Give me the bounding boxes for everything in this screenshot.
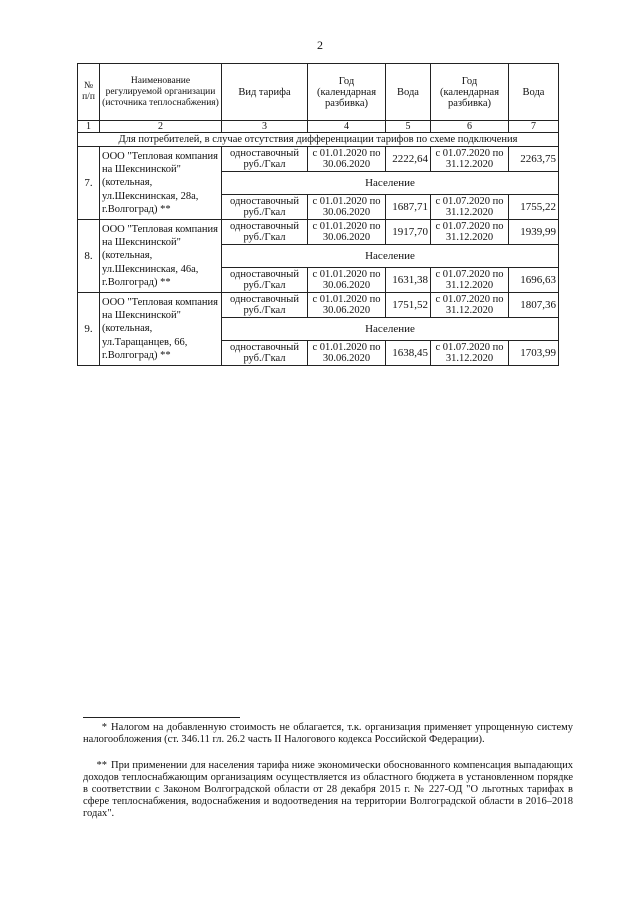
column-number: 3 bbox=[222, 121, 308, 133]
table-row bbox=[78, 293, 559, 318]
water-value-1: 2222,64 bbox=[386, 147, 431, 172]
period-2: с 01.07.2020 по 31.12.2020 bbox=[431, 220, 509, 245]
column-number: 2 bbox=[100, 121, 222, 133]
water-value-1: 1687,71 bbox=[386, 195, 431, 220]
period-2: с 01.07.2020 по 31.12.2020 bbox=[431, 293, 509, 318]
tariff-kind: одноставочный руб./Гкал bbox=[222, 220, 308, 245]
water-value-2: 2263,75 bbox=[509, 147, 559, 172]
organization-name: ООО "Тепловая компания на Шекснинской" (котельная, ул.Таращанцев, 66, г.Волгоград) ** bbox=[100, 293, 222, 366]
column-number: 7 bbox=[509, 121, 559, 133]
column-number: 4 bbox=[308, 121, 386, 133]
period-2: с 01.07.2020 по 31.12.2020 bbox=[431, 147, 509, 172]
table-row bbox=[78, 220, 559, 245]
water-value-1: 1917,70 bbox=[386, 220, 431, 245]
column-number: 5 bbox=[386, 121, 431, 133]
page-number: 2 bbox=[317, 38, 323, 52]
header-year-2: Год (календарная разбивка) bbox=[431, 64, 509, 121]
column-number: 1 bbox=[78, 121, 100, 133]
table-row bbox=[78, 147, 559, 172]
water-value-1: 1631,38 bbox=[386, 268, 431, 293]
column-numbers-row bbox=[78, 121, 559, 133]
period-1: с 01.01.2020 по 30.06.2020 bbox=[308, 268, 386, 293]
header-tariff-kind: Вид тарифа bbox=[222, 64, 308, 121]
population-label: Население bbox=[222, 172, 559, 195]
water-value-2: 1703,99 bbox=[509, 341, 559, 366]
period-2: с 01.07.2020 по 31.12.2020 bbox=[431, 195, 509, 220]
footnote-text: Налогом на добавленную стоимость не облагается, т.к. организация применяет упрощенную систему налогообложения (ст. 346.11 гл. 26.2 часть II Налогового кодекса Российской Федерации). bbox=[83, 722, 573, 745]
organization-name: ООО "Тепловая компания на Шекснинской" (котельная, ул.Шекснинская, 28а, г.Волгоград) ** bbox=[100, 147, 222, 220]
water-value-2: 1755,22 bbox=[509, 195, 559, 220]
tariff-table bbox=[77, 63, 559, 366]
footnote-divider bbox=[83, 717, 240, 718]
header-water-2: Вода bbox=[509, 64, 559, 121]
footnote-mark: ** bbox=[96, 760, 107, 771]
population-label: Население bbox=[222, 318, 559, 341]
period-2: с 01.07.2020 по 31.12.2020 bbox=[431, 341, 509, 366]
row-number: 9. bbox=[78, 293, 100, 366]
period-2: с 01.07.2020 по 31.12.2020 bbox=[431, 268, 509, 293]
header-row bbox=[78, 64, 559, 121]
tariff-kind: одноставочный руб./Гкал bbox=[222, 195, 308, 220]
footnote-2 bbox=[83, 760, 573, 820]
header-num: № п/п bbox=[78, 64, 100, 121]
period-1: с 01.01.2020 по 30.06.2020 bbox=[308, 220, 386, 245]
header-organization: Наименование регулируемой организации (источника теплоснабжения) bbox=[100, 64, 222, 121]
footnote-mark: * bbox=[101, 722, 107, 733]
period-1: с 01.01.2020 по 30.06.2020 bbox=[308, 195, 386, 220]
tariff-kind: одноставочный руб./Гкал bbox=[222, 293, 308, 318]
section-title-row bbox=[78, 133, 559, 147]
row-number: 7. bbox=[78, 147, 100, 220]
section-title: Для потребителей, в случае отсутствия дифференциации тарифов по схеме подключения bbox=[78, 133, 559, 147]
water-value-2: 1696,63 bbox=[509, 268, 559, 293]
tariff-kind: одноставочный руб./Гкал bbox=[222, 147, 308, 172]
header-water-1: Вода bbox=[386, 64, 431, 121]
period-1: с 01.01.2020 по 30.06.2020 bbox=[308, 341, 386, 366]
water-value-2: 1807,36 bbox=[509, 293, 559, 318]
population-label: Население bbox=[222, 245, 559, 268]
tariff-kind: одноставочный руб./Гкал bbox=[222, 341, 308, 366]
footnote-1 bbox=[83, 722, 573, 746]
footnote-text: При применении для населения тарифа ниже экономически обоснованного компенсация выпадающих доходов теплоснабжающим организациям осуществляется из областного бюджета в установленном порядке в соответствии с Законом Волгоградской области от 28 декабря 2015 г. № 227-ОД "О льготных тарифах в сфере теплоснабжения, водоснабжения и водоотведения на территории Волгоградской области в 2016–2018 годах". bbox=[83, 760, 573, 819]
tariff-kind: одноставочный руб./Гкал bbox=[222, 268, 308, 293]
water-value-1: 1751,52 bbox=[386, 293, 431, 318]
row-number: 8. bbox=[78, 220, 100, 293]
water-value-2: 1939,99 bbox=[509, 220, 559, 245]
column-number: 6 bbox=[431, 121, 509, 133]
period-1: с 01.01.2020 по 30.06.2020 bbox=[308, 293, 386, 318]
water-value-1: 1638,45 bbox=[386, 341, 431, 366]
header-year-1: Год (календарная разбивка) bbox=[308, 64, 386, 121]
organization-name: ООО "Тепловая компания на Шекснинской" (котельная, ул.Шекснинская, 46а, г.Волгоград) ** bbox=[100, 220, 222, 293]
period-1: с 01.01.2020 по 30.06.2020 bbox=[308, 147, 386, 172]
